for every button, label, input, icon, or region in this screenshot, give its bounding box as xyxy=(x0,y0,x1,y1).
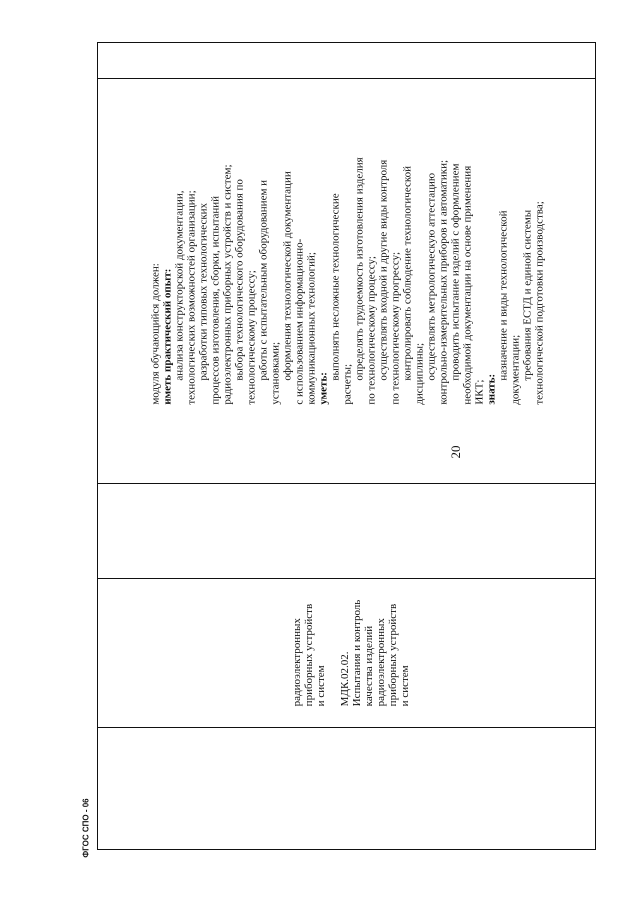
text-line: расчеты; xyxy=(340,363,353,405)
text-line: уметь: xyxy=(316,372,329,405)
text-line: качества изделий xyxy=(362,625,375,707)
text-line: модуля обучающийся должен: xyxy=(148,263,161,405)
text-line: приборных устройств xyxy=(386,603,399,707)
text-line: контролировать соблюдение технологической xyxy=(400,165,413,381)
text-line: оформления технологической документации xyxy=(280,171,293,381)
page-number: 20 xyxy=(448,445,463,459)
text-line: приборных устройств xyxy=(302,603,315,707)
text-line: осуществлять метрологическую аттестацию xyxy=(424,172,437,381)
module-name-block xyxy=(291,600,327,707)
text-line: установками; xyxy=(268,341,281,405)
text-line: работы с испытательным оборудованием и xyxy=(256,179,269,381)
text-line: дисциплины; xyxy=(412,342,425,405)
text-line: разработки типовых технологических xyxy=(196,202,209,381)
curriculum-table xyxy=(97,42,595,850)
text-line: осуществлять входной и другие виды контроля xyxy=(376,159,389,381)
text-line: радиоэлектронных xyxy=(374,618,387,707)
text-line: документации; xyxy=(508,334,521,405)
text-line: технологической подготовки производства; xyxy=(532,201,545,405)
text-line: технологических возможностей организации; xyxy=(184,190,197,405)
text-line: и систем xyxy=(314,665,327,707)
text-line: радиоэлектронных xyxy=(290,618,303,707)
text-line: необходимой документации на основе применения xyxy=(460,165,473,405)
text-line: по технологическому прогрессу; xyxy=(388,251,401,405)
text-line: ИКТ; xyxy=(472,379,485,405)
text-line: коммуникационных технологий; xyxy=(304,252,317,405)
footer-mark: ФГОС СПО - 06 xyxy=(81,798,91,858)
module-text xyxy=(291,600,411,707)
text-line: иметь практический опыт: xyxy=(160,268,173,405)
text-line: выбора технологического оборудования по xyxy=(232,179,245,381)
text-line: определять трудоемкость изготовления изделия xyxy=(352,157,365,381)
text-line: проводить испытание изделий с оформлением xyxy=(448,163,461,381)
text-line: с использованием информационно- xyxy=(292,238,305,405)
text-line: и систем xyxy=(398,665,411,707)
requirements-text xyxy=(149,157,544,404)
text-line: процессов изготовления, сборки, испытаний xyxy=(208,195,221,405)
text-line: назначение и виды технологической xyxy=(496,210,509,381)
text-line: требования ЕСТД и единой системы xyxy=(520,209,533,381)
text-line: контрольно-измерительных приборов и автоматики; xyxy=(436,159,449,405)
text-line: Испытания и контроль xyxy=(350,599,363,707)
table-cell-index xyxy=(97,42,596,79)
text-line: технологическому процессу; xyxy=(244,270,257,405)
table-cell-hours xyxy=(97,483,596,579)
table-cell-competencies xyxy=(97,727,596,850)
table-cell-requirements xyxy=(97,78,596,484)
text-line: по технологическому процессу; xyxy=(364,256,377,405)
table-cell-module xyxy=(97,578,596,728)
text-line: радиоэлектронных приборных устройств и систем; xyxy=(220,164,233,405)
text-line: выполнять несложные технологические xyxy=(328,193,341,381)
text-line: МДК.02.02. xyxy=(338,651,351,707)
text-line: анализа конструкторской документации, xyxy=(172,190,185,381)
mdk-block xyxy=(339,600,411,707)
text-line: знать: xyxy=(484,373,497,405)
